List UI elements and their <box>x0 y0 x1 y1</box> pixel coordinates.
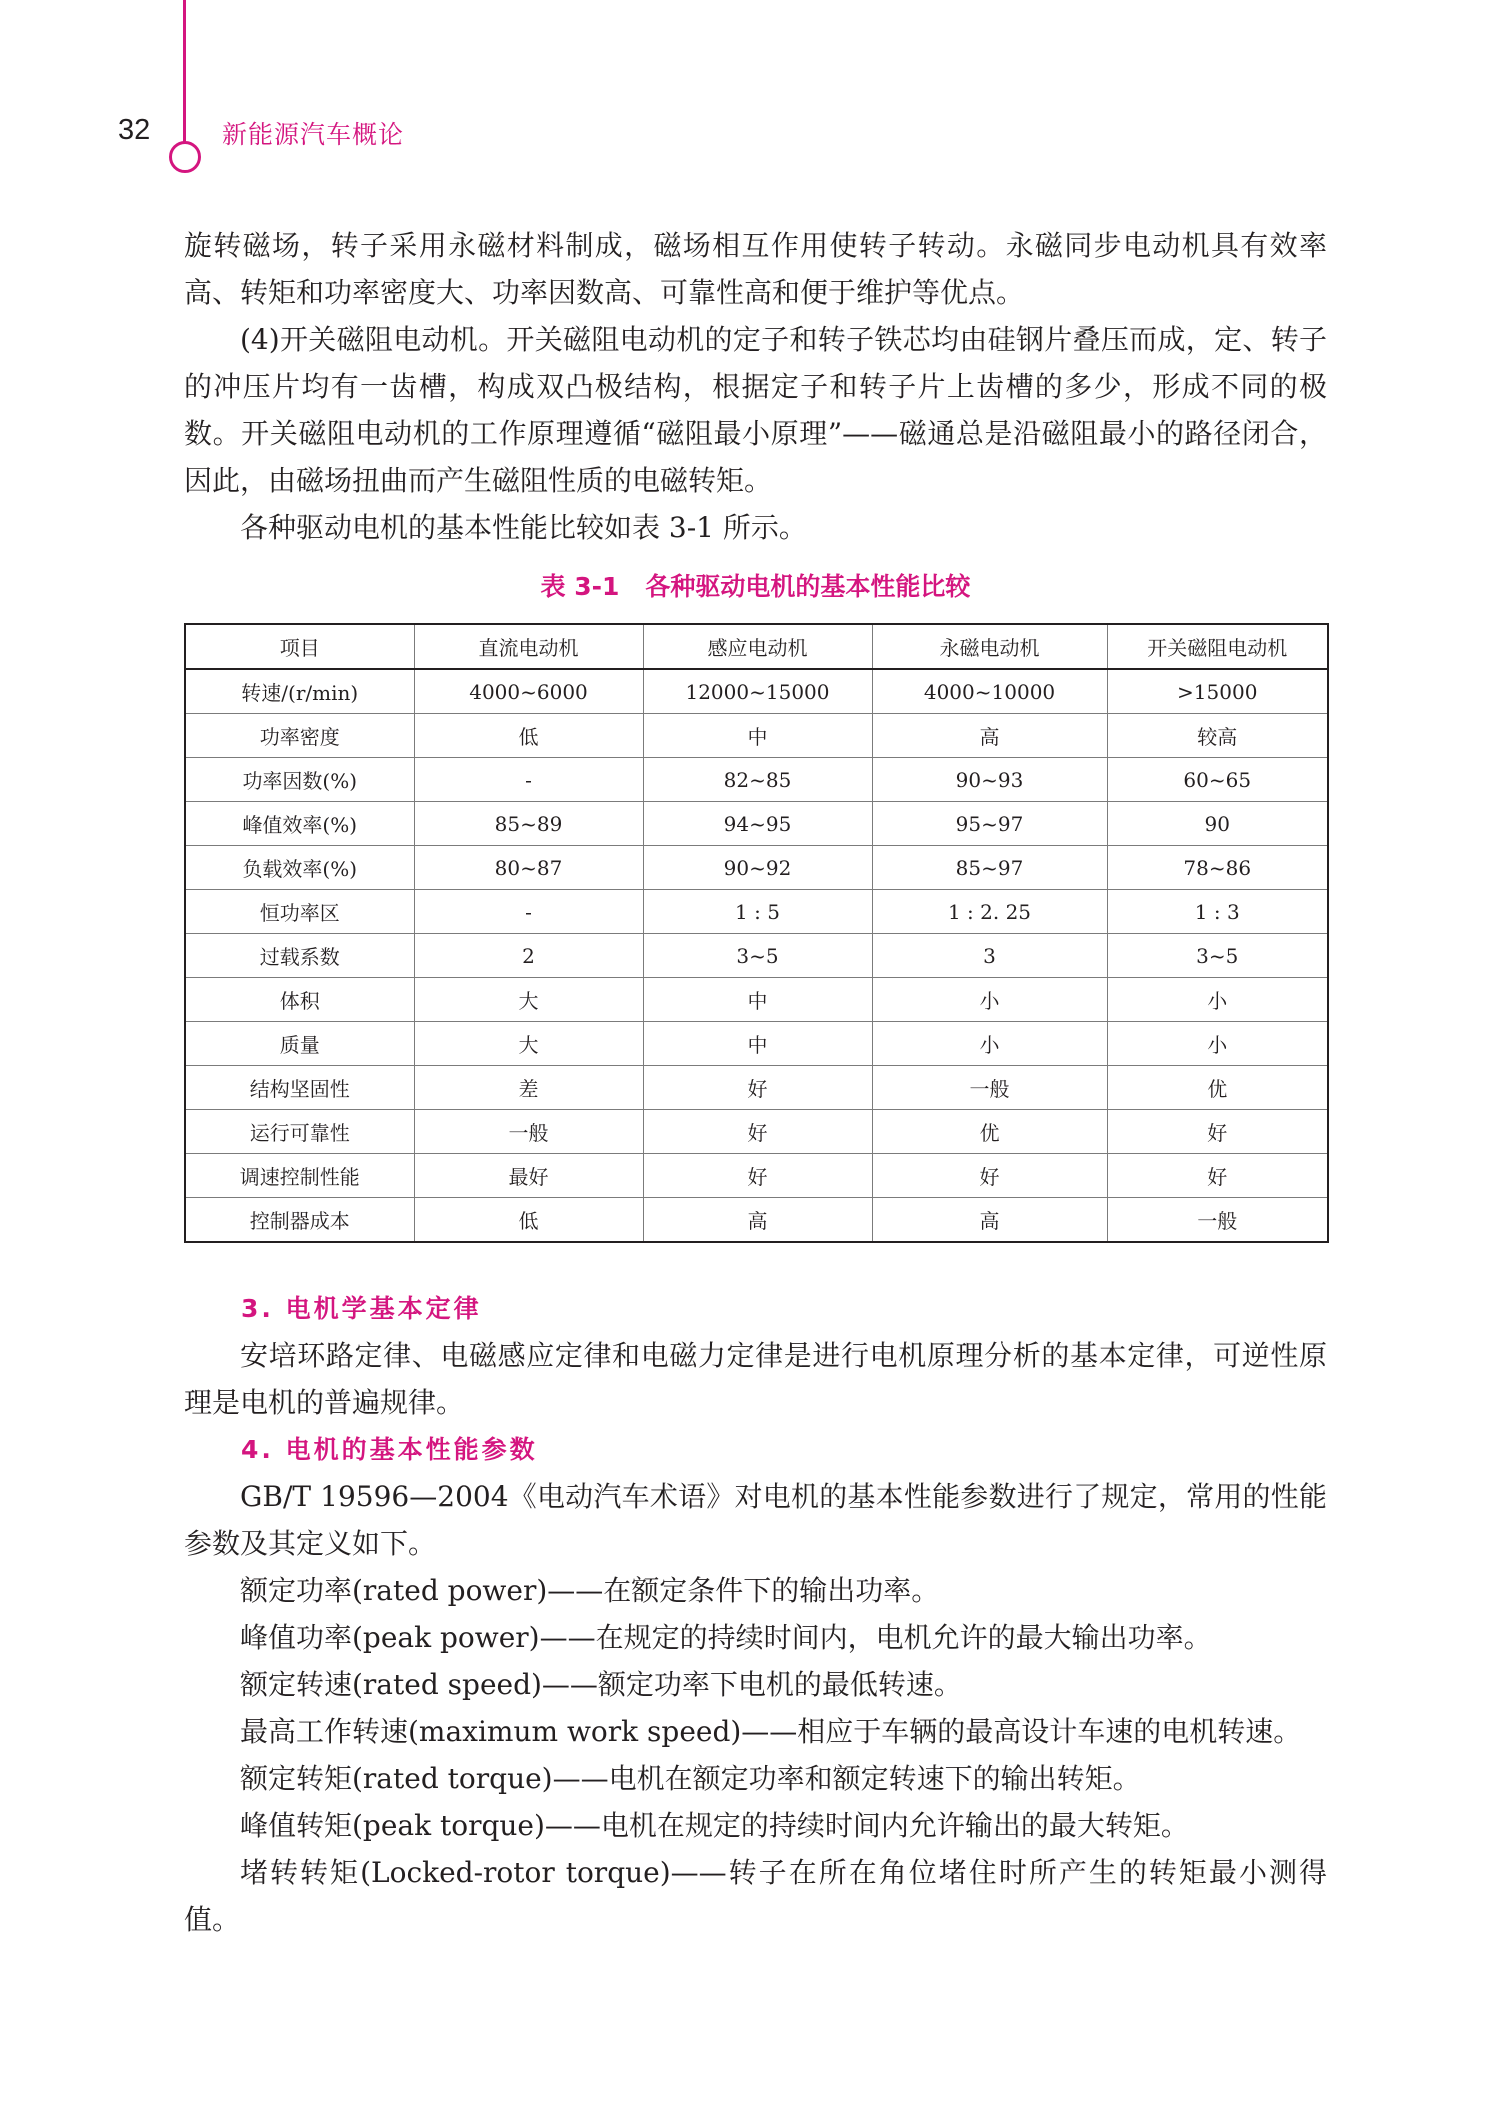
table-cell: 一般 <box>1107 1198 1328 1243</box>
page-number: 32 <box>118 114 151 146</box>
table-row <box>185 846 1328 890</box>
table-cell: 较高 <box>1107 714 1328 758</box>
table-cell: 高 <box>872 714 1107 758</box>
motor-comparison-table <box>184 623 1329 1243</box>
paragraph: GB/T 19596—2004《电动汽车术语》对电机的基本性能参数进行了规定，常用的性能参数及其定义如下。 <box>184 1480 1327 1560</box>
table-cell: 一般 <box>872 1066 1107 1110</box>
table-cell: 差 <box>414 1066 643 1110</box>
table-cell: 60~65 <box>1107 758 1328 802</box>
table-cell: 1 : 3 <box>1107 890 1328 934</box>
table-cell: 85~97 <box>872 846 1107 890</box>
header-accent-circle <box>169 141 201 173</box>
table-cell: 低 <box>414 714 643 758</box>
table-row <box>185 890 1328 934</box>
table-cell: 80~87 <box>414 846 643 890</box>
table-cell: 1 : 5 <box>643 890 872 934</box>
table-row <box>185 1066 1328 1110</box>
table-cell: 3 <box>872 934 1107 978</box>
definition-item: 额定转速(rated speed)——额定功率下电机的最低转速。 <box>240 1668 962 1701</box>
table-cell: 控制器成本 <box>185 1198 414 1243</box>
table-cell: 小 <box>872 978 1107 1022</box>
table-cell: 峰值效率(%) <box>185 802 414 846</box>
table-cell: 低 <box>414 1198 643 1243</box>
table-cell: 90~93 <box>872 758 1107 802</box>
section-heading: 4. 电机的基本性能参数 <box>241 1435 538 1464</box>
table-cell: 中 <box>643 978 872 1022</box>
table-cell: 质量 <box>185 1022 414 1066</box>
table-header-row <box>185 624 1328 669</box>
table-row <box>185 669 1328 714</box>
table-row <box>185 1198 1328 1243</box>
table-cell: 95~97 <box>872 802 1107 846</box>
definition-item: 最高工作转速(maximum work speed)——相应于车辆的最高设计车速的电机转速。 <box>240 1715 1302 1748</box>
table-cell: 小 <box>1107 1022 1328 1066</box>
table-cell: 好 <box>643 1154 872 1198</box>
table-cell: 功率因数(%) <box>185 758 414 802</box>
table-cell: 恒功率区 <box>185 890 414 934</box>
table-caption <box>184 569 1327 605</box>
table-cell: 好 <box>872 1154 1107 1198</box>
table-cell: 转速/(r/min) <box>185 669 414 714</box>
table-cell: 优 <box>1107 1066 1328 1110</box>
table-cell: 最好 <box>414 1154 643 1198</box>
table-cell: 小 <box>1107 978 1328 1022</box>
table-cell: 3~5 <box>1107 934 1328 978</box>
table-cell: - <box>414 758 643 802</box>
table-cell: 2 <box>414 934 643 978</box>
table-cell: 高 <box>643 1198 872 1243</box>
section-heading: 3. 电机学基本定律 <box>241 1294 482 1323</box>
table-cell: 85~89 <box>414 802 643 846</box>
table-cell: 过载系数 <box>185 934 414 978</box>
table-cell: 结构坚固性 <box>185 1066 414 1110</box>
table-cell: 94~95 <box>643 802 872 846</box>
table-cell: 好 <box>1107 1154 1328 1198</box>
table-row <box>185 1022 1328 1066</box>
table-row <box>185 714 1328 758</box>
table-row <box>185 934 1328 978</box>
table-header-cell: 直流电动机 <box>414 624 643 669</box>
table-cell: 78~86 <box>1107 846 1328 890</box>
book-title: 新能源汽车概论 <box>222 120 405 149</box>
table-cell: 功率密度 <box>185 714 414 758</box>
table-row <box>185 1154 1328 1198</box>
table-cell: - <box>414 890 643 934</box>
table-cell: 4000~6000 <box>414 669 643 714</box>
table-cell: 体积 <box>185 978 414 1022</box>
page-body <box>184 222 1327 1943</box>
table-cell: 90~92 <box>643 846 872 890</box>
table-caption-title: 各种驱动电机的基本性能比较 <box>645 572 971 601</box>
table-cell: 负载效率(%) <box>185 846 414 890</box>
paragraph: 安培环路定律、电磁感应定律和电磁力定律是进行电机原理分析的基本定律，可逆性原理是电机的普遍规律。 <box>184 1339 1327 1419</box>
table-cell: 4000~10000 <box>872 669 1107 714</box>
table-cell: 中 <box>643 714 872 758</box>
table-cell: 大 <box>414 978 643 1022</box>
table-row <box>185 978 1328 1022</box>
table-cell: 82~85 <box>643 758 872 802</box>
table-row <box>185 1110 1328 1154</box>
table-cell: 运行可靠性 <box>185 1110 414 1154</box>
table-cell: >15000 <box>1107 669 1328 714</box>
table-cell: 一般 <box>414 1110 643 1154</box>
paragraph: (4)开关磁阻电动机。开关磁阻电动机的定子和转子铁芯均由硅钢片叠压而成，定、转子的冲压片均有一齿槽，构成双凸极结构，根据定子和转子片上齿槽的多少，形成不同的极数。开关磁阻电动机的工作原理遵循“磁阻最小原理”——磁通总是沿磁阻最小的路径闭合，因此，由磁场扭曲而产生磁阻性质的电磁转矩。 <box>184 323 1327 497</box>
table-cell: 好 <box>643 1110 872 1154</box>
definition-item: 峰值转矩(peak torque)——电机在规定的持续时间内允许输出的最大转矩。 <box>240 1809 1189 1842</box>
table-row <box>185 758 1328 802</box>
definition-item: 额定功率(rated power)——在额定条件下的输出功率。 <box>240 1574 940 1607</box>
table-header-cell: 感应电动机 <box>643 624 872 669</box>
table-cell: 高 <box>872 1198 1107 1243</box>
table-cell: 大 <box>414 1022 643 1066</box>
table-header-cell: 项目 <box>185 624 414 669</box>
definition-item: 堵转转矩(Locked-rotor torque)——转子在所在角位堵住时所产生的转矩最小测得值。 <box>184 1856 1327 1936</box>
table-caption-number: 表 3-1 <box>540 572 620 601</box>
table-cell: 12000~15000 <box>643 669 872 714</box>
paragraph: 各种驱动电机的基本性能比较如表 3-1 所示。 <box>240 511 807 544</box>
paragraph: 旋转磁场，转子采用永磁材料制成，磁场相互作用使转子转动。永磁同步电动机具有效率高、转矩和功率密度大、功率因数高、可靠性高和便于维护等优点。 <box>184 229 1327 309</box>
table-header-cell: 开关磁阻电动机 <box>1107 624 1328 669</box>
table-row <box>185 802 1328 846</box>
table-cell: 90 <box>1107 802 1328 846</box>
definition-item: 峰值功率(peak power)——在规定的持续时间内，电机允许的最大输出功率。 <box>240 1621 1212 1654</box>
table-cell: 好 <box>643 1066 872 1110</box>
table-cell: 小 <box>872 1022 1107 1066</box>
table-cell: 1 : 2. 25 <box>872 890 1107 934</box>
table-header-cell: 永磁电动机 <box>872 624 1107 669</box>
table-cell: 中 <box>643 1022 872 1066</box>
table-cell: 3~5 <box>643 934 872 978</box>
header-accent-line <box>183 0 186 143</box>
table-cell: 好 <box>1107 1110 1328 1154</box>
definition-item: 额定转矩(rated torque)——电机在额定功率和额定转速下的输出转矩。 <box>240 1762 1141 1795</box>
table-cell: 优 <box>872 1110 1107 1154</box>
table-cell: 调速控制性能 <box>185 1154 414 1198</box>
